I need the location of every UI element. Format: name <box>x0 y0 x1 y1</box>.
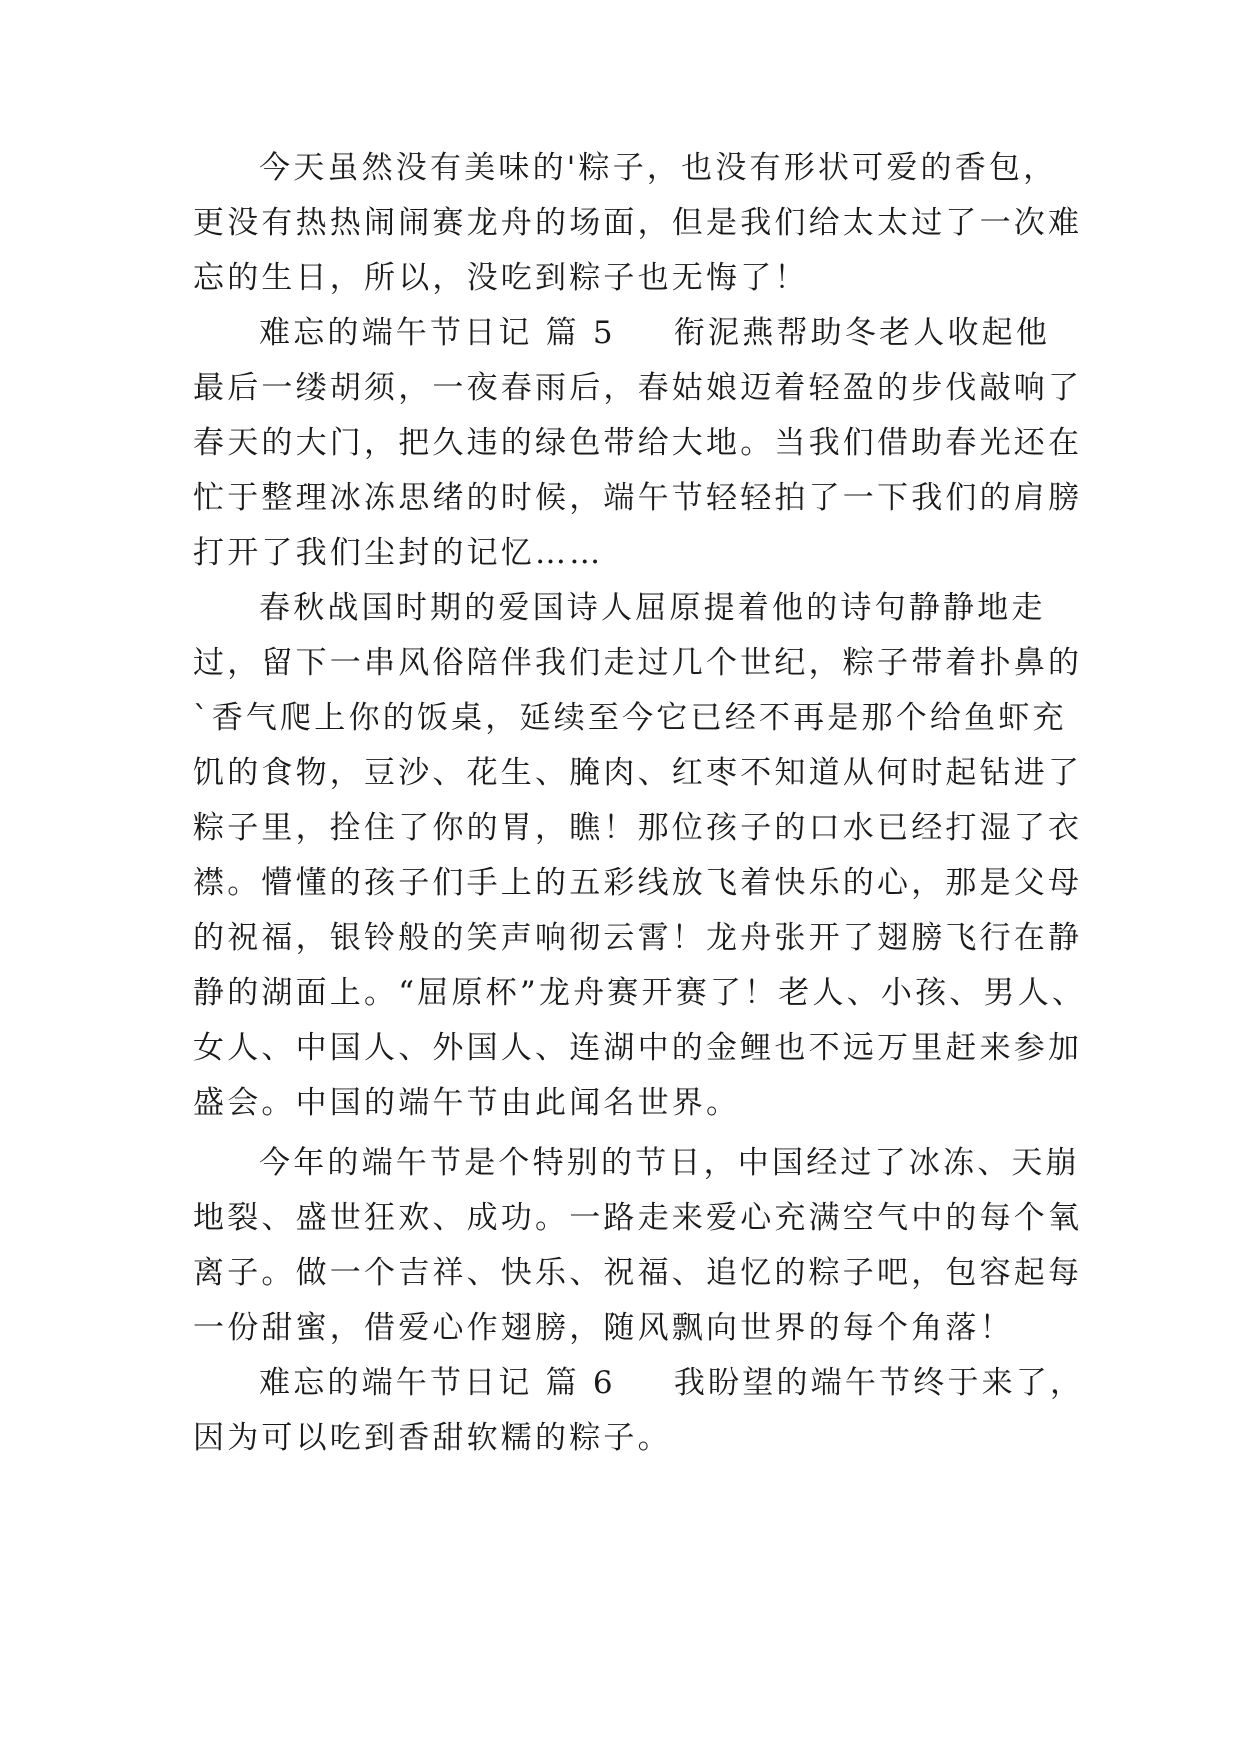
line-text: 静的湖面上。“屈原杯”龙舟赛开赛了！老人、小孩、男人、 <box>193 975 1087 1011</box>
line-text: 一份甜蜜，借爱心作翅膀，随风飘向世界的每个角落！ <box>193 1310 1014 1346</box>
line-text: 最后一缕胡须，一夜春雨后，春姑娘迈着轻盈的步伐敲响了 <box>193 370 1083 406</box>
section-heading: 难忘的端午节日记 篇 6 <box>259 1365 616 1401</box>
paragraph-line <box>193 633 1083 693</box>
line-text: 衔泥燕帮助冬老人收起他 <box>673 315 1051 351</box>
line-text: 女人、中国人、外国人、连湖中的金鲤也不远万里赶来参加 <box>193 1030 1083 1066</box>
line-text: 我盼望的端午节终于来了， <box>673 1365 1085 1401</box>
line-text: 的祝福，银铃般的笑声响彻云霄！龙舟张开了翅膀飞行在静 <box>193 920 1083 956</box>
paragraph-line <box>193 743 1083 803</box>
paragraph-line <box>193 1243 1083 1303</box>
line-text: 今年的端午节是个特别的节日，中国经过了冰冻、天崩 <box>259 1145 1080 1181</box>
paragraph-line <box>193 468 1083 528</box>
paragraph-line <box>193 1018 1083 1078</box>
section-heading: 难忘的端午节日记 篇 5 <box>259 315 616 351</box>
line-text: 粽子里，拴住了你的胃，瞧！那位孩子的口水已经打湿了衣 <box>193 810 1083 846</box>
paragraph-line <box>193 1073 1063 1133</box>
line-text: 离子。做一个吉祥、快乐、祝福、追忆的粽子吧，包容起每 <box>193 1255 1083 1291</box>
section-heading-line <box>259 1353 1085 1413</box>
paragraph-line <box>193 908 1083 968</box>
paragraph-line <box>193 1188 1083 1248</box>
line-text: `香气爬上你的饭桌，延续至今它已经不再是那个给鱼虾充 <box>193 700 1067 736</box>
paragraph-line <box>193 963 1087 1023</box>
paragraph-line <box>259 1133 1080 1193</box>
line-text: 今天虽然没有美味的'粽子，也没有形状可爱的香包， <box>259 150 1058 186</box>
line-text: 地裂、盛世狂欢、成功。一路走来爱心充满空气中的每个氧 <box>193 1200 1083 1236</box>
line-text: 忘的生日，所以，没吃到粽子也无悔了！ <box>193 260 809 296</box>
paragraph-line <box>193 193 1083 253</box>
paragraph-line <box>193 1408 1063 1468</box>
line-text: 襟。懵懂的孩子们手上的五彩线放飞着快乐的心，那是父母 <box>193 865 1083 901</box>
paragraph-line <box>193 853 1083 913</box>
line-text: 春天的大门，把久违的绿色带给大地。当我们借助春光还在 <box>193 425 1083 461</box>
line-text: 饥的食物，豆沙、花生、腌肉、红枣不知道从何时起钻进了 <box>193 755 1083 791</box>
line-text: 盛会。中国的端午节由此闻名世界。 <box>193 1085 741 1121</box>
line-text: 春秋战国时期的爱国诗人屈原提着他的诗句静静地走 <box>259 590 1046 626</box>
section-heading-line <box>259 303 1069 363</box>
paragraph-line <box>259 138 1069 198</box>
paragraph-line <box>193 523 1063 583</box>
paragraph-line <box>193 248 1063 308</box>
paragraph-line <box>193 358 1083 418</box>
paragraph-line <box>193 1298 1063 1358</box>
paragraph-line <box>259 578 1069 638</box>
line-text: 过，留下一串风俗陪伴我们走过几个世纪，粽子带着扑鼻的 <box>193 645 1083 681</box>
line-text: 因为可以吃到香甜软糯的粽子。 <box>193 1420 672 1456</box>
paragraph-line <box>193 413 1083 473</box>
paragraph-line <box>193 688 1067 748</box>
line-text: 更没有热热闹闹赛龙舟的场面，但是我们给太太过了一次难 <box>193 205 1083 241</box>
paragraph-line <box>193 798 1083 858</box>
line-text: 忙于整理冰冻思绪的时候，端午节轻轻拍了一下我们的肩膀 <box>193 480 1083 516</box>
line-text: 打开了我们尘封的记忆…… <box>193 535 604 571</box>
